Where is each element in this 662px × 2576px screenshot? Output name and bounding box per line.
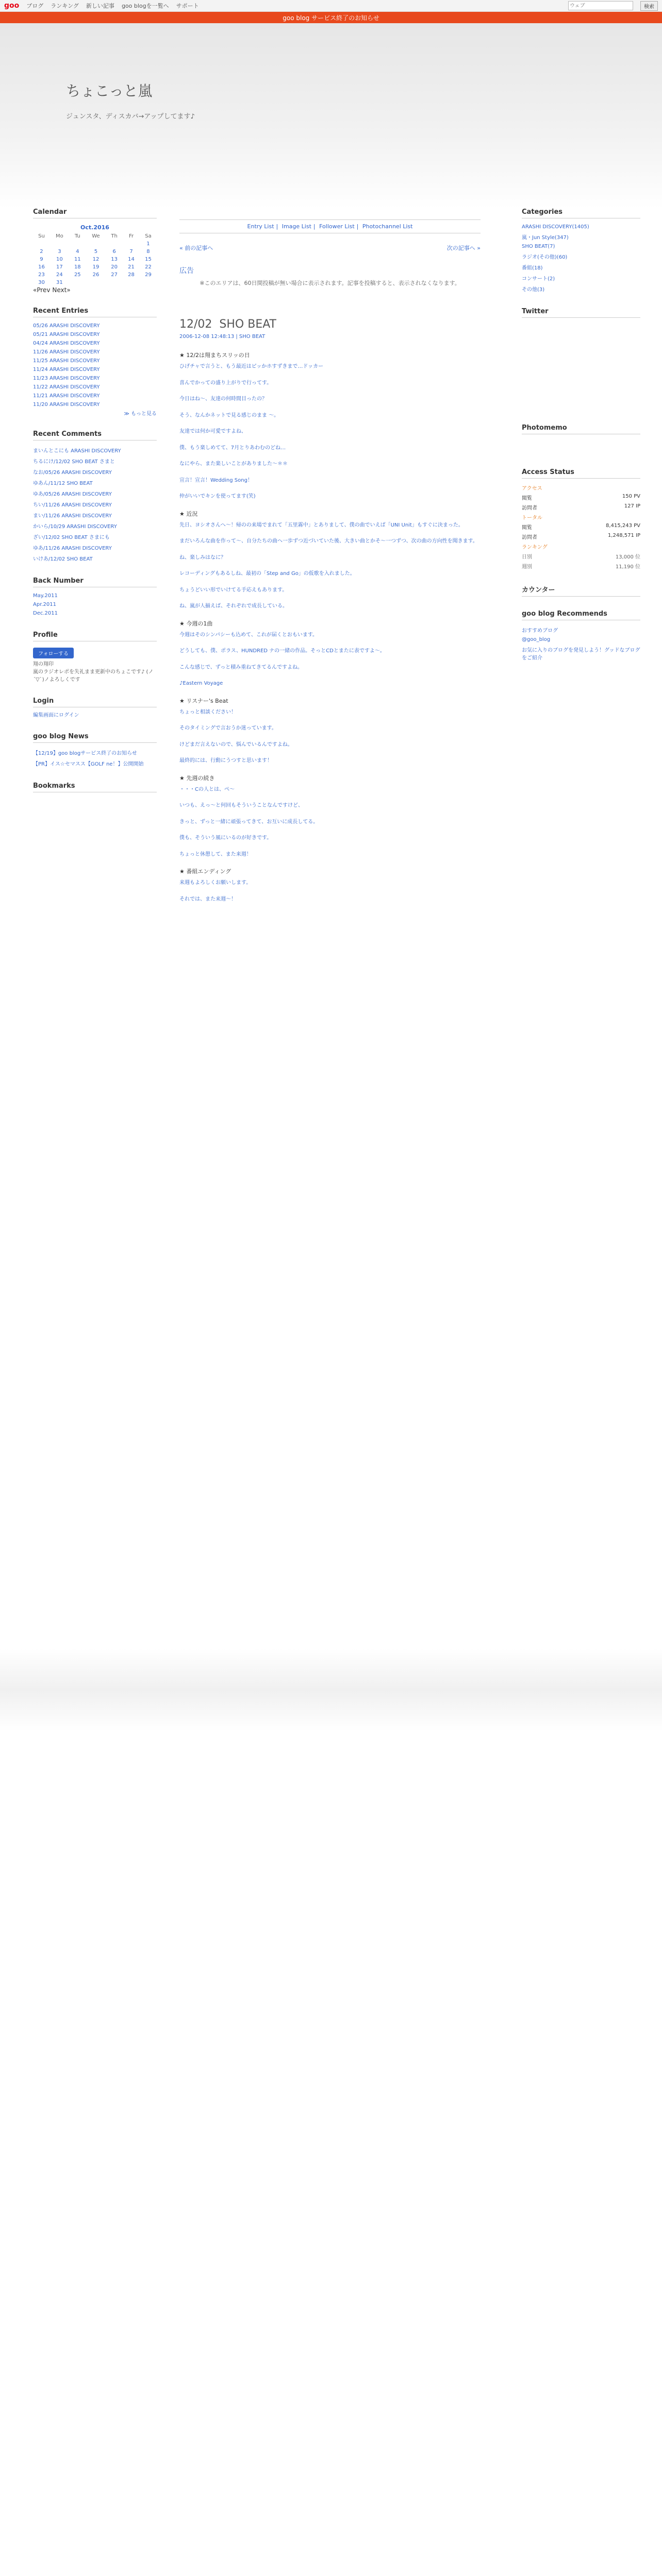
post-date: 12/02 [179,318,212,331]
calendar-day[interactable]: 4 [76,249,79,255]
entry-tabs: Entry List | Image List | Follower List | Photochannel List [179,219,481,233]
categories-box [522,208,640,294]
post-paragraph: きっと、ずっと一緒に頑張ってきて、お互いに成長してる。 [179,819,319,825]
recent-comment-link[interactable]: かいら/10/29 ARASHI DISCOVERY [33,524,117,530]
blog-header [0,23,662,209]
post-title[interactable] [179,318,481,331]
counter-box [522,584,640,597]
calendar-next[interactable]: Next» [52,286,71,294]
access-row [522,493,640,502]
next-post-link[interactable]: 次の記事へ » [446,245,481,251]
topbar-link-new[interactable]: 新しい記事 [86,3,114,9]
calendar-day[interactable]: 6 [112,249,116,255]
post-paragraph: 今週はそのシンパシーも込めて、これが届くとおもいます。 [179,632,318,638]
recent-entries-more[interactable]: ≫ もっと見る [124,411,157,417]
access-row [522,532,640,541]
post-paragraph: こんな感じで、ずっと積み重ねてきてるんですよね。 [179,664,303,670]
calendar-day[interactable]: 2 [40,249,43,255]
post-paragraph: 先日、ヨシオさんへ～！帰のの来場でまれて「五里霧中」とありまして、僕の曲でいえば「UNI Unit」もすぐに決まった。 [179,522,464,528]
ranking-row [522,561,640,571]
ranking-row-label: 週別 [522,564,532,570]
access-row-label: 訪問者 [522,505,537,511]
follow-button[interactable]: フォローする [33,648,74,658]
recent-entry-link[interactable]: 11/20 ARASHI DISCOVERY [33,402,100,408]
recommend-link[interactable]: おすすめブログ [522,628,558,634]
blog-title[interactable]: ちょこっと嵐 [66,82,153,99]
recent-entry-link[interactable]: 11/24 ARASHI DISCOVERY [33,367,100,372]
access-row-value: 1,248,571 IP [607,533,640,538]
calendar-day [86,279,106,286]
calendar-day[interactable]: 15 [145,257,152,262]
post-paragraph: そう、なんかネットで見る感じのまま ～。 [179,412,279,418]
calendar-day[interactable]: 7 [129,249,133,255]
news-box [33,733,157,769]
recent-comments-box [33,430,157,564]
calendar-day[interactable]: 25 [74,272,81,278]
goo-logo[interactable]: goo [4,2,20,10]
recent-comment-link[interactable]: ゆあ/11/26 ARASHI DISCOVERY [33,546,112,551]
calendar-day [33,240,50,248]
access-row [522,502,640,512]
category-link[interactable]: 番組(18) [522,265,543,271]
calendar-nav [33,286,157,294]
ranking-row-label: 日別 [522,554,532,560]
ranking-label: ランキング [522,545,548,550]
recent-entry-link[interactable]: 04/24 ARASHI DISCOVERY [33,341,100,346]
post-navigation [179,244,481,252]
ad-heading: 広告 [179,267,194,275]
recent-entry-link[interactable]: 11/25 ARASHI DISCOVERY [33,358,100,364]
recent-entry-link[interactable]: 11/26 ARASHI DISCOVERY [33,349,100,355]
recent-comments-list [33,445,157,564]
calendar-day[interactable]: 31 [56,280,63,285]
news-heading: goo blog News [33,733,157,743]
post-paragraph: ね、楽しみはなに？ [179,554,226,561]
access-row-value: 8,415,243 PV [606,523,640,529]
post-paragraph: けどまだ言えないので、悩んでいるんですよね。 [179,741,293,748]
calendar-day[interactable]: 8 [146,249,150,255]
main-column [179,208,481,911]
post-body [179,351,481,904]
login-box [33,697,157,719]
access-row [522,522,640,532]
calendar-day[interactable]: 27 [111,272,118,278]
calendar-day[interactable]: 21 [128,264,135,270]
categories-heading: Categories [522,208,640,218]
profile-name: 翔の翔印 [33,662,54,667]
calendar-day [69,240,86,248]
calendar-day[interactable]: 17 [56,264,63,270]
weekday: Su [38,233,45,239]
recent-comment-link[interactable]: ちるにけ/12/02 SHO BEAT さまと [33,459,115,465]
access-row-label: 閲覧 [522,496,532,501]
calendar-week [33,279,157,286]
recent-entries-box [33,307,157,417]
counter-heading: カウンター [522,584,640,597]
calendar-heading: Calendar [33,208,157,218]
post-paragraph: 友達では何か可愛ですよね、 [179,429,246,434]
access-row-value: 127 IP [624,503,640,509]
post-paragraph: それでは、また来週～！ [179,896,236,902]
calendar-day [123,279,140,286]
access-today-label: アクセス [522,486,542,492]
tab-image-list[interactable]: Image List [282,223,311,230]
backnumber-heading: Back Number [33,577,157,587]
calendar-week [33,256,157,263]
calendar-week [33,248,157,256]
recommends-box [522,610,640,663]
post-paragraph: ひげチャで言うと、もう最近はピッかホすずきまで…ドッカー [179,364,323,369]
news-list [33,747,157,769]
calendar-box [33,208,157,294]
post-paragraph: 今日はね～、友達の何時間目ったの？ [179,396,267,402]
recent-comments-heading: Recent Comments [33,430,157,440]
calendar-day [106,279,123,286]
topbar-link-support[interactable]: サポート [176,3,199,9]
calendar-prev[interactable]: «Prev [33,286,51,294]
calendar-week [33,240,157,248]
weekday: Sa [145,233,152,239]
calendar-day[interactable]: 30 [38,280,45,285]
calendar-day[interactable]: 20 [111,264,118,270]
ranking-row [522,551,640,561]
ranking-row-value: 13,000 位 [615,554,640,560]
calendar-day[interactable]: 10 [56,257,63,262]
recommends-heading: goo blog Recommends [522,610,640,620]
recent-comment-link[interactable]: ゆあ/05/26 ARASHI DISCOVERY [33,492,112,497]
photomemo-box [522,424,640,455]
ad-notice: ※このエリアは、60日間投稿が無い場合に表示されます。記事を投稿すると、表示されなくなります。 [200,280,460,286]
calendar-day[interactable]: 22 [145,264,152,270]
recent-entry-link[interactable]: 11/22 ARASHI DISCOVERY [33,384,100,390]
recent-entry-link[interactable]: 05/21 ARASHI DISCOVERY [33,332,100,337]
categories-list [522,223,640,294]
profile-heading: Profile [33,631,157,641]
calendar-day [140,279,157,286]
calendar-body [33,240,157,286]
calendar-day[interactable]: 23 [38,272,45,278]
topbar-link-blog[interactable]: ブログ [26,3,44,9]
calendar-month[interactable]: Oct.2016 [80,224,109,231]
calendar-day[interactable]: 9 [40,257,43,262]
twitter-box [522,308,640,411]
post-paragraph: ね、嵐が人揃えば、それぞれで成長している。 [179,603,288,609]
calendar-day[interactable]: 28 [128,272,135,278]
topbar [0,0,662,12]
post-paragraph: 来週もよろしくお願いします。 [179,880,252,886]
recent-comment-link[interactable]: いけあ/12/02 SHO BEAT [33,556,93,562]
calendar-day[interactable]: 11 [74,257,81,262]
news-link[interactable]: 【12/19】goo blogサービス終了のお知らせ [33,751,137,756]
recent-entries-heading: Recent Entries [33,307,157,317]
search-input[interactable] [568,1,633,10]
calendar-day[interactable]: 3 [58,249,61,255]
calendar-day[interactable]: 18 [74,264,81,270]
calendar-day [106,240,123,248]
right-sidebar [522,208,640,676]
recommend-link[interactable]: @goo_blog [522,637,551,642]
access-box [522,468,640,571]
weekday: Mo [56,233,63,239]
recent-comment-link[interactable]: まい/11/26 ARASHI DISCOVERY [33,513,112,519]
calendar-day[interactable]: 13 [111,257,118,262]
recent-comment-link[interactable]: なお/05/26 ARASHI DISCOVERY [33,470,112,476]
calendar-day[interactable]: 26 [92,272,100,278]
post-section-heading: ★ 近況 [179,510,198,517]
calendar-day[interactable]: 16 [38,264,45,270]
recent-entry-link[interactable]: 11/21 ARASHI DISCOVERY [33,393,100,399]
recent-entries-list [33,321,157,409]
category-link[interactable]: コンサート(2) [522,276,555,282]
prev-post-link[interactable]: « 前の記事へ [179,245,213,251]
calendar-day[interactable]: 5 [94,249,98,255]
backnumber-box [33,577,157,618]
left-sidebar [33,208,157,806]
post-paragraph: なにやら、また楽しいことがありました～＊＊ [179,461,288,467]
tab-follower-list[interactable]: Follower List [319,223,355,230]
post-section-heading: ★ 今週の1曲 [179,620,213,627]
post-paragraph: 僕、もう楽しめてて、7月とりあわむのどね… [179,445,286,451]
post-title-text[interactable]: SHO BEAT [219,318,276,331]
post-paragraph: レコーディングもあるしね、最初の「Step and Go」の仮歌を入れました。 [179,571,355,577]
news-link[interactable]: 【PR】イス☆セマスス【GOLF ne！】公開開始 [33,761,144,767]
profile-text: 嵐のラジオレポを失礼まま更新中のちょこです♪ (ノ´▽`)ノよろしくです [33,669,154,683]
calendar-day [69,279,86,286]
recent-entry-link[interactable]: 05/26 ARASHI DISCOVERY [33,323,100,329]
category-link[interactable]: その他(3) [522,287,545,293]
post-paragraph: 宣言！宣言！Wedding Song！ [179,477,253,483]
post-paragraph: そのタイミングで言おうか迷っています。 [179,725,277,731]
post-paragraph: 仲がいいでキンを使ってます(笑) [179,494,256,499]
post-meta[interactable]: 2006-12-08 12:48:13 | SHO BEAT [179,334,266,340]
login-heading: Login [33,697,157,707]
bookmarks-box [33,782,157,792]
weekday: Th [111,233,118,239]
category-link[interactable]: SHO BEAT(7) [522,244,555,249]
calendar-week [33,263,157,271]
post-paragraph: ちょうどいい形でいけてる手応えもあります。 [179,587,288,593]
weekday: We [92,233,100,239]
calendar-day[interactable]: 29 [145,272,152,278]
post-section-heading: ★ 番組エンディング [179,868,231,875]
recent-comment-link[interactable]: ちい/11/26 ARASHI DISCOVERY [33,502,112,508]
calendar-day[interactable]: 12 [92,257,100,262]
category-link[interactable]: ARASHI DISCOVERY(1405) [522,224,589,230]
calendar-table [33,223,157,286]
access-row-label: 訪問者 [522,535,537,540]
calendar-day[interactable]: 24 [56,272,63,278]
recent-comment-link[interactable]: まいんとこにも ARASHI DISCOVERY [33,448,121,454]
calendar-weekdays [33,232,157,240]
post-paragraph: 喜んでかっての盛り上がりで行ってす。 [179,380,272,386]
calendar-day [86,240,106,248]
photomemo-heading: Photomemo [522,424,640,434]
post-paragraph: 最終的には、行動にうつすと思います！ [179,758,272,764]
post-section-heading: ★ 先週の続き [179,774,215,782]
weekday: Tu [74,233,80,239]
tab-entry-list[interactable]: Entry List [247,223,274,230]
access-row-value: 150 PV [622,494,640,499]
topbar-link-list[interactable]: goo blogを一覧へ [121,3,169,9]
calendar-day [123,240,140,248]
recent-comment-link[interactable]: ざい/12/02 SHO BEAT さまにも [33,535,110,540]
post-paragraph: まだいろんな曲を作って～、自分たちの曲ヘ一歩ずつ近づいていた後、大きい曲とかそ～一つずつ、次の曲の方向性を聞きます。 [179,538,478,544]
blog-description: ジュンスタ、ディスカバ→アップしてます♪ [66,113,195,121]
backnumber-list [33,591,157,618]
access-row-label: 閲覧 [522,525,532,531]
bookmarks-heading: Bookmarks [33,782,157,792]
recommend-link[interactable]: お気に入りのブログを発見しよう！グッドなブログをご紹介 [522,648,640,661]
tab-photochannel-list[interactable]: Photochannel List [362,223,413,230]
calendar-day[interactable]: 14 [128,257,135,262]
search-button[interactable]: 検索 [640,1,658,11]
topbar-link-ranking[interactable]: ランキング [51,3,79,9]
login-link[interactable]: 編集画面にログイン [33,713,79,718]
post-paragraph: 僕も、そういう風にいるのが好きです。 [179,835,272,841]
post-section-heading: ★ リスナー's Beat [179,697,228,704]
weekday: Fr [128,233,134,239]
calendar-day [50,240,69,248]
access-total-label: トータル [522,515,542,521]
category-link[interactable]: 嵐・Jun Style(347) [522,235,569,241]
page-divider-band [0,1649,662,1731]
post-paragraph: ・・・Cの人とは、ぺ～ [179,786,235,792]
recent-comment-link[interactable]: ゆあん/11/12 SHO BEAT [33,481,93,486]
backnumber-link[interactable]: Apr.2011 [33,602,57,607]
post-section-heading: ★ 12/2は翔まちスリッの日 [179,352,250,359]
post-paragraph: いつも、えっ～と何回もそういうことなんですけど、 [179,803,303,808]
ranking-row-value: 11,190 位 [615,564,640,570]
twitter-heading: Twitter [522,308,640,318]
calendar-day[interactable]: 1 [146,241,150,247]
profile-box [33,631,157,684]
recent-entry-link[interactable]: 11/23 ARASHI DISCOVERY [33,376,100,381]
calendar-day[interactable]: 19 [92,264,100,270]
category-link[interactable]: ラジオ(その他)(60) [522,255,568,260]
backnumber-link[interactable]: Dec.2011 [33,611,58,616]
access-heading: Access Status [522,468,640,479]
post-paragraph: ♪Eastern Voyage [179,681,223,686]
service-notice[interactable]: goo blog サービス終了のお知らせ [0,12,662,23]
post-paragraph: どうしても、僕、ポラス、HUNDRED ナの一緒の作品。そっとCDとまたに表ですよ～。 [179,648,385,654]
recommends-list [522,624,640,663]
backnumber-link[interactable]: May.2011 [33,593,58,599]
calendar-week [33,271,157,279]
post-paragraph: ちょっと休憩して、また来週！ [179,851,252,857]
post-paragraph: ちょっと相談ください！ [179,709,236,715]
